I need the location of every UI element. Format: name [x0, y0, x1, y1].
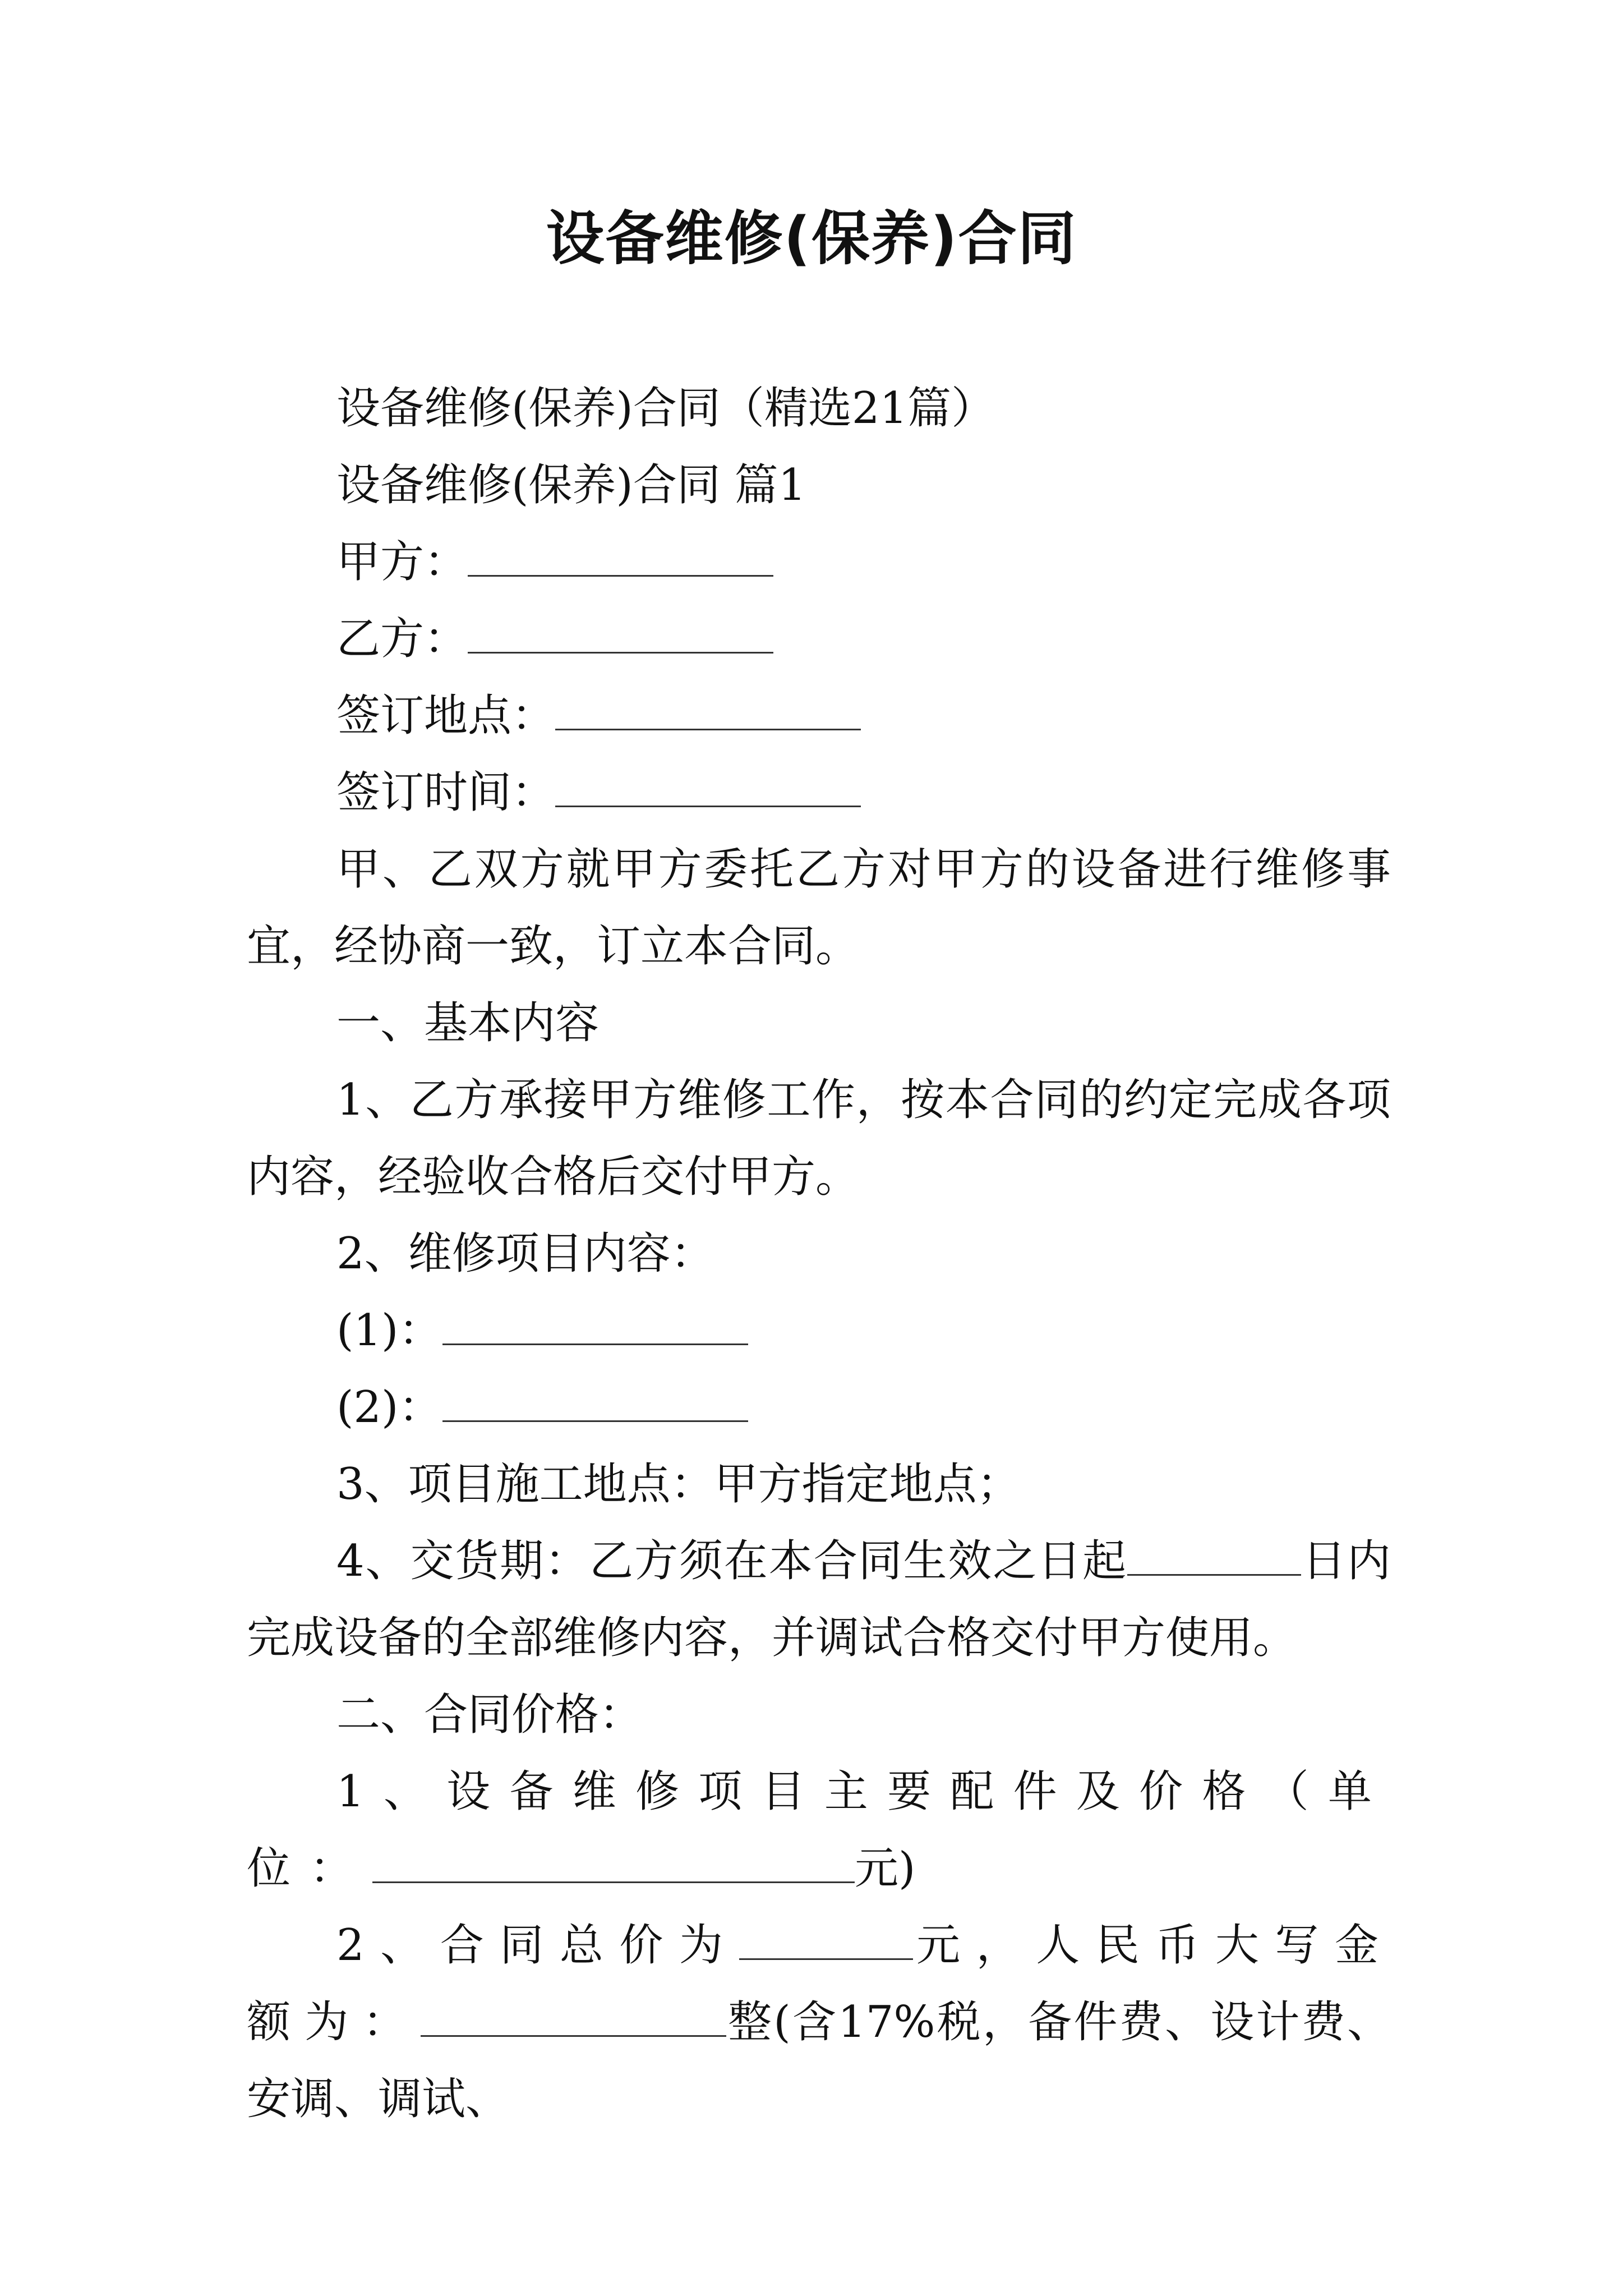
- party-a-label: 甲方：: [336, 537, 468, 587]
- document-title: 设备维修(保养)合同: [546, 204, 1077, 273]
- sign-time-line: [247, 754, 1391, 831]
- part2-heading: 二、合同价格：: [336, 1690, 643, 1740]
- item-4-before: 4、交货期：乙方须在本合同生效之日起: [336, 1536, 1128, 1586]
- delivery-days-blank[interactable]: [1127, 1542, 1301, 1576]
- price-1: [247, 1754, 1391, 1907]
- sign-time-label: 签订时间：: [336, 767, 556, 818]
- section-heading: 设备维修(保养)合同 篇1: [336, 460, 806, 510]
- sign-place-blank[interactable]: [555, 696, 861, 730]
- sign-place-line: [247, 678, 1391, 754]
- item-2-1-line: [247, 1292, 1391, 1369]
- price-1-after: 元): [855, 1843, 916, 1894]
- item-2-1-label: (1)：: [336, 1305, 442, 1356]
- total-price-blank[interactable]: [739, 1926, 913, 1960]
- party-a-blank[interactable]: [468, 542, 773, 577]
- item-4-after: 日内完成设备的全部维修内容，并调试合格交付甲方使用。: [247, 1536, 1391, 1663]
- subtitle: 设备维修(保养)合同（精选21篇）: [336, 383, 995, 434]
- item-2-2-line: [247, 1369, 1391, 1446]
- item-1: 1、乙方承接甲方维修工作，按本合同的约定完成各项内容，经验收合格后交付甲方。: [247, 1075, 1391, 1202]
- price-1-before: 1、设备维修项目主要配件及价格（单位：: [247, 1766, 1391, 1894]
- sign-time-blank[interactable]: [555, 773, 861, 807]
- item-4: [247, 1523, 1391, 1677]
- item-2: 2、维修项目内容：: [336, 1228, 714, 1279]
- party-a-line: [247, 524, 1391, 601]
- price-1-blank[interactable]: [372, 1849, 855, 1883]
- intro-paragraph: 甲、乙双方就甲方委托乙方对甲方的设备进行维修事宜，经协商一致，订立本合同。: [247, 844, 1391, 972]
- party-b-label: 乙方：: [336, 614, 468, 664]
- price-2: [247, 1907, 1391, 2138]
- part1-heading: 一、基本内容: [336, 998, 600, 1048]
- sign-place-label: 签订地点：: [336, 691, 556, 741]
- price-2-before: 2、合同总价为: [336, 1920, 739, 1971]
- item-2-2-blank[interactable]: [442, 1388, 748, 1422]
- party-b-blank[interactable]: [468, 619, 773, 654]
- price-2-mid: 元，人民币大写金额为：: [247, 1920, 1391, 2047]
- item-2-1-blank[interactable]: [442, 1311, 748, 1345]
- party-b-line: [247, 601, 1391, 678]
- amount-in-words-blank[interactable]: [421, 2003, 726, 2037]
- price-2-after: 整(含17%税，备件费、设计费、安调、调试、: [247, 1997, 1391, 2124]
- item-3: 3、项目施工地点：甲方指定地点；: [336, 1459, 1021, 1510]
- document-body: [247, 370, 1391, 2138]
- item-2-2-label: (2)：: [336, 1382, 442, 1433]
